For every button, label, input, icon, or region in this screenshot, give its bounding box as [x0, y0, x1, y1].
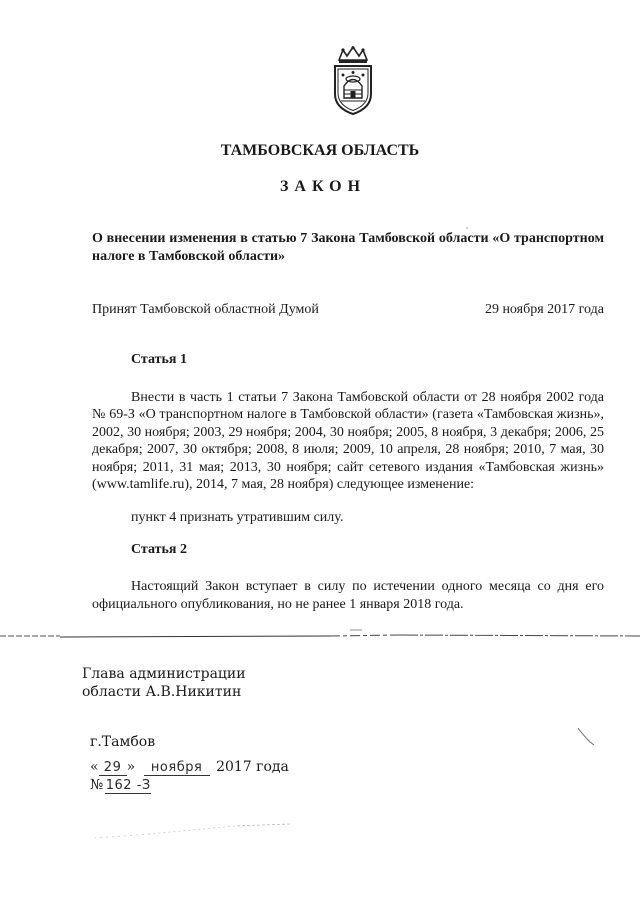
law-number	[90, 777, 151, 794]
article-2-title: Статья 2	[131, 542, 187, 557]
adoption-date: 29 ноября 2017 года	[484, 302, 604, 317]
article-2-text: Настоящий Закон вступает в силу по истечении одного месяца со дня его официального опубликования, но не ранее 1 января 2018 года.	[92, 579, 604, 612]
page-separator-line	[0, 627, 640, 641]
signatory-name: области А.В.Никитин	[82, 684, 242, 700]
adoption-statement: Принят Тамбовской областной Думой	[92, 302, 319, 317]
signing-date	[90, 759, 289, 776]
article-1-point: пункт 4 признать утратившим силу.	[131, 510, 344, 525]
region-heading: ТАМБОВСКАЯ ОБЛАСТЬ	[220, 142, 420, 159]
signing-city: г.Тамбов	[90, 734, 156, 750]
article-1-title: Статья 1	[131, 352, 187, 367]
date-quote-close: »	[126, 759, 136, 775]
signing-day: 29	[99, 760, 127, 776]
coat-of-arms-icon	[327, 46, 379, 116]
article-1-text: Внести в часть 1 статьи 7 Закона Тамбовской области от 28 ноября 2002 года № 69-З «О транспортном налоге в Тамбовской области» (газета «Тамбовская жизнь», 2002, 30 ноября; 2003, 29 ноября; 2004, 30 ноября; 2005, 8 ноября, 3 декабря; 2006, 25 декабря; 2007, 30 октября; 2008, 8 июля; 2009, 10 апреля, 28 ноября; 2010, 7 мая, 30 ноября; 2011, 31 мая; 2013, 30 ноября; сайт сетевого издания «Тамбовская жизнь» (www.tamlife.ru), 2014, 7 мая, 28 ноября) следующее изменение:	[92, 390, 604, 493]
signatory-block	[82, 665, 246, 701]
law-number-value: 162 -З	[105, 778, 151, 793]
law-subject-title: О внесении изменения в статью 7 Закона Тамбовской области «О транспортном налоге в Тамбовской области»	[92, 231, 604, 264]
signatory-position: Глава администрации	[82, 666, 246, 682]
date-quote-open: «	[90, 759, 99, 775]
document-type-heading: ЗАКОН	[279, 178, 367, 195]
signing-month: ноября	[144, 760, 210, 776]
signing-year: 2017 года	[216, 759, 289, 775]
law-number-prefix: №	[90, 777, 104, 793]
